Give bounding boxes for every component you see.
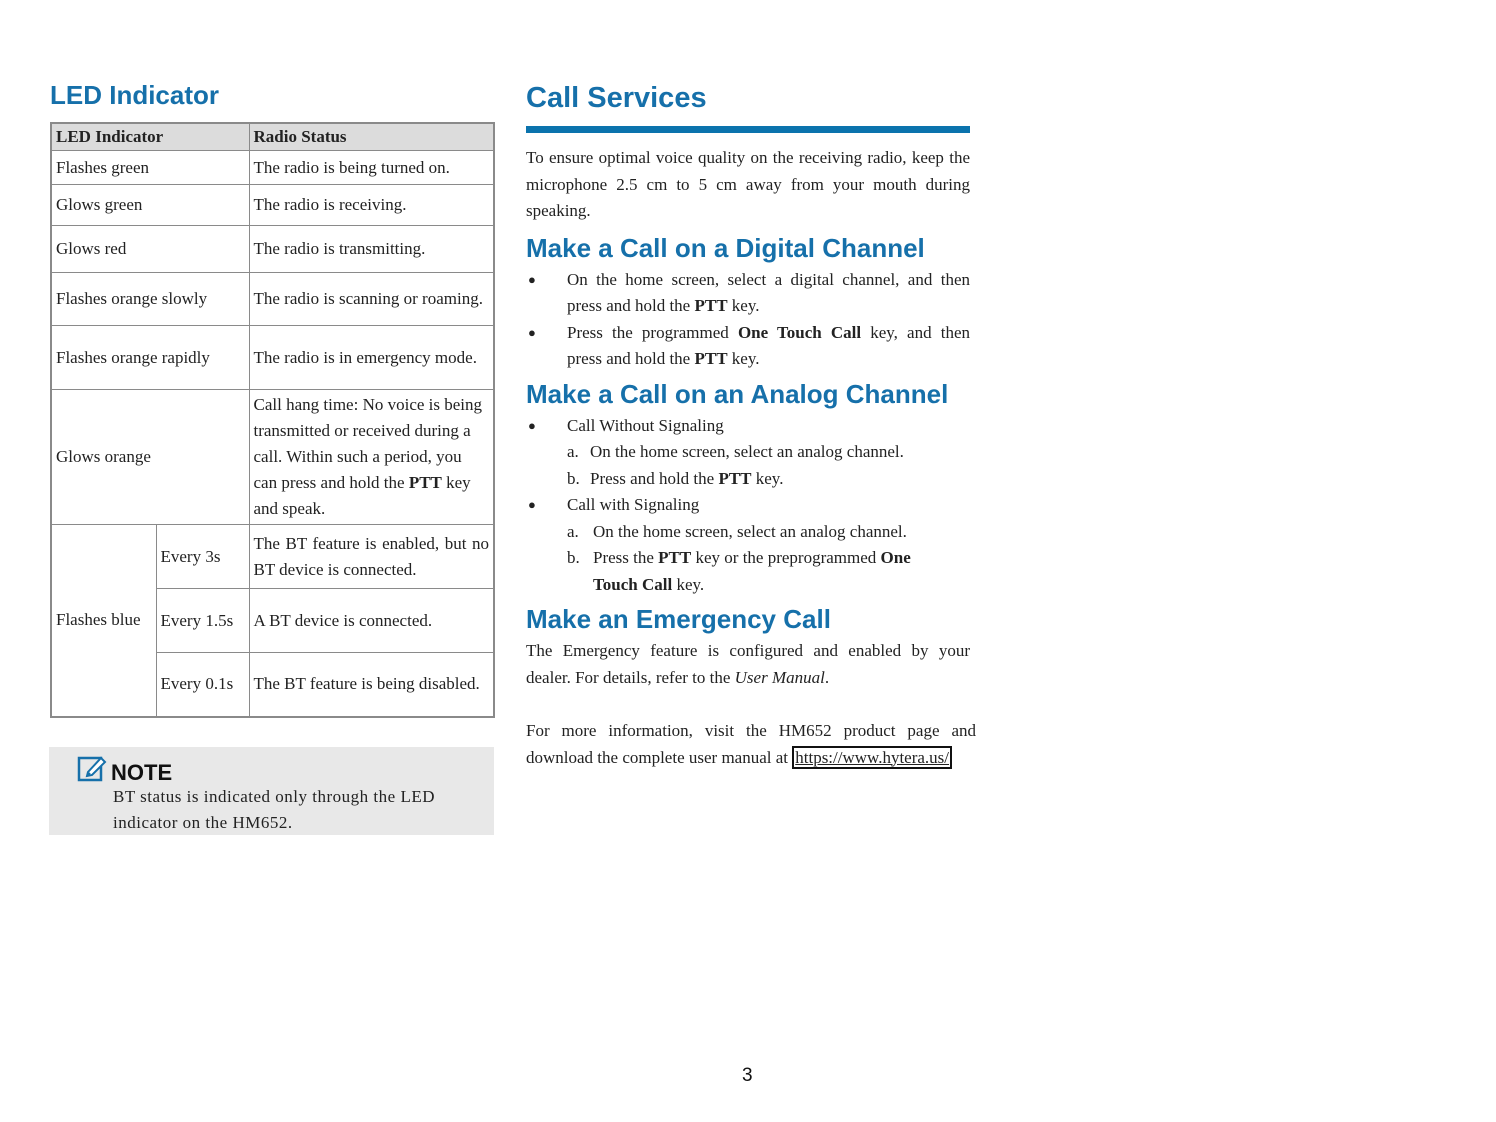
- analog-steps-list-2: [526, 492, 970, 519]
- bullet-icon: ●: [528, 324, 536, 340]
- sub-step: [526, 466, 970, 493]
- status-cell: A BT device is connected.: [249, 589, 494, 653]
- step-text: Press the: [593, 548, 659, 567]
- table-row: [51, 525, 494, 589]
- led-cell: Flashes orange rapidly: [51, 326, 249, 390]
- list-text: On the home screen, select a digital channel, and then press and hold the: [567, 269, 970, 315]
- emergency-paragraph: [526, 638, 970, 691]
- step-text: On the home screen, select an analog channel.: [593, 521, 907, 541]
- led-indicator-table: [50, 122, 495, 718]
- bullet-icon: ●: [528, 497, 536, 512]
- analog-call-title: Make a Call on an Analog Channel: [526, 378, 949, 409]
- step-label: b.: [567, 468, 580, 488]
- note-edit-icon: [77, 753, 107, 783]
- more-info-paragraph: [526, 718, 976, 771]
- status-text: key and speak.: [253, 473, 471, 518]
- status-cell: [249, 390, 494, 525]
- call-services-title: Call Services: [526, 82, 707, 114]
- user-manual-ref: User Manual: [734, 667, 825, 687]
- led-cell: Glows red: [51, 226, 249, 273]
- interval-cell: Every 0.1s: [156, 653, 249, 717]
- table-row: [51, 390, 494, 525]
- list-item: [526, 492, 970, 519]
- list-item: [526, 413, 970, 440]
- status-cell: The radio is being turned on.: [249, 151, 494, 185]
- led-cell: Flashes green: [51, 151, 249, 185]
- table-row: [51, 326, 494, 390]
- interval-cell: Every 1.5s: [156, 589, 249, 653]
- led-indicator-title: LED Indicator: [50, 80, 220, 110]
- sub-step: [526, 519, 970, 546]
- led-cell: Glows green: [51, 185, 249, 226]
- list-text: key.: [727, 349, 760, 368]
- status-text: Call hang time: No voice is being transmitted or received during a call. Within such a period, you can press and hold the: [253, 395, 483, 492]
- intro-paragraph: To ensure optimal voice quality on the receiving radio, keep the microphone 2.5 cm to 5 cm away from your mouth during speaking.: [526, 148, 970, 220]
- header-radio-status: Radio Status: [249, 123, 494, 151]
- digital-call-title: Make a Call on a Digital Channel: [526, 232, 925, 263]
- call-services-column: [526, 80, 976, 771]
- paragraph-text: .: [824, 667, 830, 687]
- step-text: key.: [751, 468, 784, 488]
- step-label: b.: [567, 548, 580, 567]
- ptt-key-label: PTT: [718, 468, 752, 488]
- list-text: key, and then press and hold the: [567, 322, 971, 368]
- sub-step: [526, 439, 970, 466]
- sub-step: [526, 545, 970, 572]
- status-cell: The BT feature is enabled, but no BT device is connected.: [249, 525, 494, 589]
- touch-call-label: Touch Call: [593, 574, 673, 594]
- status-cell: The radio is scanning or roaming.: [249, 273, 494, 326]
- ptt-key-label: PTT: [408, 473, 442, 492]
- digital-steps-list: [526, 267, 970, 373]
- title-divider: [526, 126, 970, 133]
- paragraph-text: The Emergency feature is configured and enabled by your dealer. For details, refer to the: [526, 641, 970, 687]
- led-cell: Flashes orange slowly: [51, 273, 249, 326]
- emergency-call-title: Make an Emergency Call: [526, 604, 831, 634]
- list-item: [526, 267, 970, 320]
- note-title: NOTE: [111, 760, 173, 785]
- step-text: Press and hold the: [590, 468, 719, 488]
- step-text: key.: [672, 574, 705, 594]
- status-cell: The BT feature is being disabled.: [249, 653, 494, 717]
- status-cell: The radio is transmitting.: [249, 226, 494, 273]
- status-cell: The radio is receiving.: [249, 185, 494, 226]
- note-box: [49, 747, 494, 835]
- status-cell: The radio is in emergency mode.: [249, 326, 494, 390]
- hytera-website-link[interactable]: https://www.hytera.us/: [792, 746, 952, 769]
- step-label: a.: [567, 442, 579, 461]
- ptt-key-label: PTT: [658, 548, 692, 567]
- analog-steps-list: [526, 413, 970, 440]
- table-row: [51, 151, 494, 185]
- list-text: Call with Signaling: [567, 495, 700, 514]
- list-text: Press the programmed: [567, 322, 738, 342]
- list-item: [526, 320, 970, 373]
- page-number: 3: [742, 1065, 753, 1086]
- step-label: a.: [567, 521, 579, 541]
- one-label: One: [880, 548, 911, 567]
- table-row: [51, 185, 494, 226]
- header-led-indicator: LED Indicator: [51, 123, 249, 151]
- step-text: key or the preprogrammed: [691, 548, 881, 567]
- interval-cell: Every 3s: [156, 525, 249, 589]
- led-cell: Flashes blue: [51, 525, 156, 717]
- step-text: On the home screen, select an analog channel.: [590, 442, 904, 461]
- bullet-icon: ●: [528, 271, 536, 287]
- ptt-key-label: PTT: [694, 349, 728, 368]
- table-header-row: [51, 123, 494, 151]
- list-text: Call Without Signaling: [567, 415, 724, 435]
- list-text: key.: [727, 296, 760, 315]
- table-row: [51, 273, 494, 326]
- bullet-icon: ●: [528, 417, 536, 433]
- table-row: [51, 226, 494, 273]
- one-touch-call-label: One Touch Call: [737, 322, 862, 342]
- note-text: BT status is indicated only through the LED indicator on the HM652.: [113, 787, 435, 832]
- paragraph-text: For more information, visit the HM652 product page and download the complete user manual at: [526, 721, 976, 767]
- sub-step-continuation: [526, 572, 970, 599]
- led-cell: Glows orange: [51, 390, 249, 525]
- ptt-key-label: PTT: [694, 296, 728, 315]
